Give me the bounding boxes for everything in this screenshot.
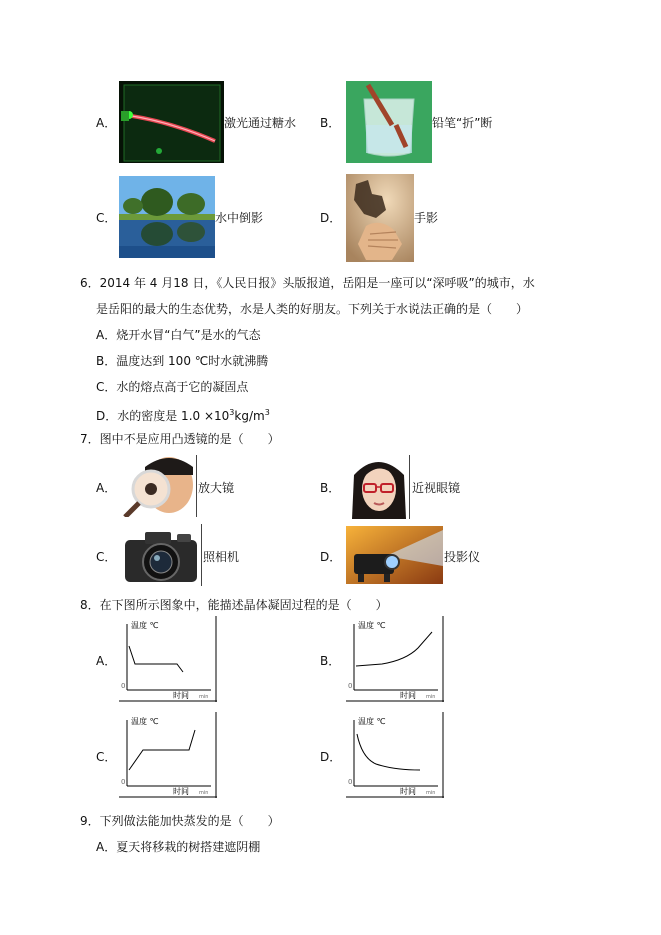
q6-stem-line1: 6．2014 年 4 月18 日，《人民日报》头版报道，岳阳是一座可以“深呼吸”的城市，水 bbox=[80, 276, 535, 290]
water-reflection-image bbox=[119, 176, 215, 258]
q5-option-b-letter: B． bbox=[320, 116, 341, 130]
graph-b-origin: 0 bbox=[348, 682, 353, 690]
graph-a-y-label: 温度 ℃ bbox=[131, 621, 159, 630]
q5-option-c-letter: C． bbox=[96, 211, 117, 225]
graph-c-origin: 0 bbox=[121, 778, 126, 786]
graph-d bbox=[346, 712, 444, 798]
q7-option-b-caption: 近视眼镜 bbox=[412, 481, 461, 495]
q5-option-b-caption: 铅笔“折”断 bbox=[432, 116, 493, 130]
divider bbox=[409, 455, 410, 519]
graph-a-x-label: 时间 bbox=[173, 691, 189, 700]
graph-a-origin: 0 bbox=[121, 682, 126, 690]
camera-image bbox=[121, 526, 201, 586]
q7-option-a-letter: A． bbox=[96, 481, 117, 495]
graph-b-x-unit: min bbox=[426, 694, 436, 700]
graph-a bbox=[119, 616, 217, 702]
q6-stem-line2: 是岳阳的最大的生态优势，水是人类的好朋友。下列关于水说法正确的是（ ） bbox=[96, 302, 529, 316]
q5-option-d-letter: D． bbox=[320, 211, 342, 225]
q5-option-a-letter: A． bbox=[96, 116, 117, 130]
q6-option-d-unit: kg/m bbox=[234, 409, 265, 423]
divider bbox=[201, 524, 202, 586]
q7-option-c-letter: C． bbox=[96, 550, 117, 564]
myopia-glasses-image bbox=[346, 455, 410, 519]
graph-c bbox=[119, 712, 217, 798]
projector-image bbox=[346, 526, 443, 584]
q8-option-b-letter: B． bbox=[320, 654, 341, 668]
graph-b-x-label: 时间 bbox=[400, 691, 416, 700]
graph-c-x-label: 时间 bbox=[173, 787, 189, 796]
q6-option-c: C．水的熔点高于它的凝固点 bbox=[96, 380, 249, 394]
q6-option-d-exp: 3 bbox=[229, 408, 235, 417]
graph-d-x-unit: min bbox=[426, 790, 436, 796]
q7-stem: 7．图中不是应用凸透镜的是（ ） bbox=[80, 432, 280, 446]
graph-b-y-label: 温度 ℃ bbox=[358, 621, 386, 630]
hand-shadow-image bbox=[346, 174, 414, 262]
graph-c-x-unit: min bbox=[199, 790, 209, 796]
graph-b bbox=[346, 616, 444, 702]
q6-option-b: B．温度达到 100 ℃时水就沸腾 bbox=[96, 354, 269, 368]
q8-stem: 8．在下图所示图象中，能描述晶体凝固过程的是（ ） bbox=[80, 598, 388, 612]
magnifier-image bbox=[121, 455, 197, 517]
q6-option-a: A．烧开水冒“白气”是水的气态 bbox=[96, 328, 261, 342]
q8-option-d-letter: D． bbox=[320, 750, 342, 764]
q7-option-a-caption: 放大镜 bbox=[198, 481, 235, 495]
q7-option-d-letter: D． bbox=[320, 550, 342, 564]
q8-option-a-letter: A． bbox=[96, 654, 117, 668]
graph-c-y-label: 温度 ℃ bbox=[131, 717, 159, 726]
q6-option-d-unit-exp: 3 bbox=[264, 408, 270, 417]
pencil-in-water-image bbox=[346, 81, 432, 163]
graph-d-x-label: 时间 bbox=[400, 787, 416, 796]
q6-option-d bbox=[96, 405, 270, 424]
q7-option-c-caption: 照相机 bbox=[203, 550, 240, 564]
q5-option-a-caption: 激光通过糖水 bbox=[224, 116, 297, 130]
q7-option-b-letter: B． bbox=[320, 481, 341, 495]
q7-option-d-caption: 投影仪 bbox=[444, 550, 481, 564]
graph-d-y-label: 温度 ℃ bbox=[358, 717, 386, 726]
graph-a-x-unit: min bbox=[199, 694, 209, 700]
q6-option-d-prefix: D．水的密度是 1.0 ×10 bbox=[96, 409, 230, 423]
q5-option-d-caption: 手影 bbox=[414, 211, 439, 225]
q9-stem: 9．下列做法能加快蒸发的是（ ） bbox=[80, 814, 280, 828]
divider bbox=[196, 455, 197, 517]
laser-sugar-water-image bbox=[119, 81, 224, 163]
graph-d-origin: 0 bbox=[348, 778, 353, 786]
q8-option-c-letter: C． bbox=[96, 750, 117, 764]
q5-option-c-caption: 水中倒影 bbox=[215, 211, 264, 225]
q9-option-a: A．夏天将移栽的树搭建遮阴棚 bbox=[96, 840, 261, 854]
